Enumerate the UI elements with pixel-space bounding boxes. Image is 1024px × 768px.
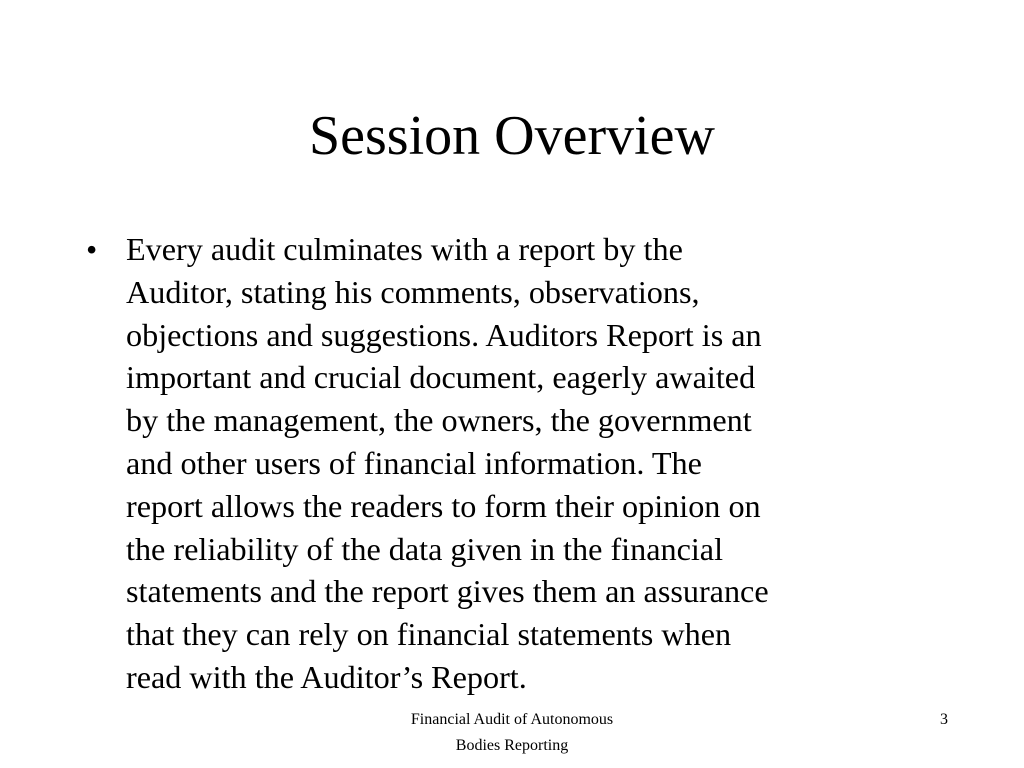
bullet-text-line: report allows the readers to form their opinion on <box>126 487 761 524</box>
bullet-text-line: statements and the report gives them an assurance <box>126 573 769 610</box>
bullet-text-line: Auditor, stating his comments, observations, <box>126 273 700 310</box>
bullet-icon: • <box>86 231 98 267</box>
bullet-text-line: read with the Auditor’s Report. <box>126 658 527 695</box>
footer-line: Bodies Reporting <box>455 737 569 754</box>
bullet-text-line: Every audit culminates with a report by the <box>126 231 683 267</box>
bullet-text-line: that they can rely on financial statements when <box>126 616 732 653</box>
bullet-text-line: and other users of financial information. The <box>126 444 702 481</box>
bullet-item <box>80 228 950 699</box>
footer-line: Financial Audit of Autonomous <box>410 711 614 728</box>
bullet-text-line: objections and suggestions. Auditors Report is an <box>126 316 762 353</box>
slide-content <box>80 228 950 699</box>
slide-title: Session Overview <box>309 105 715 167</box>
page-number: 3 <box>940 711 948 728</box>
bullet-text-line: important and crucial document, eagerly awaited <box>126 359 756 396</box>
footer-text <box>362 707 662 759</box>
bullet-text-line: the reliability of the data given in the financial <box>126 530 724 567</box>
bullet-text-line: by the management, the owners, the government <box>126 402 752 439</box>
